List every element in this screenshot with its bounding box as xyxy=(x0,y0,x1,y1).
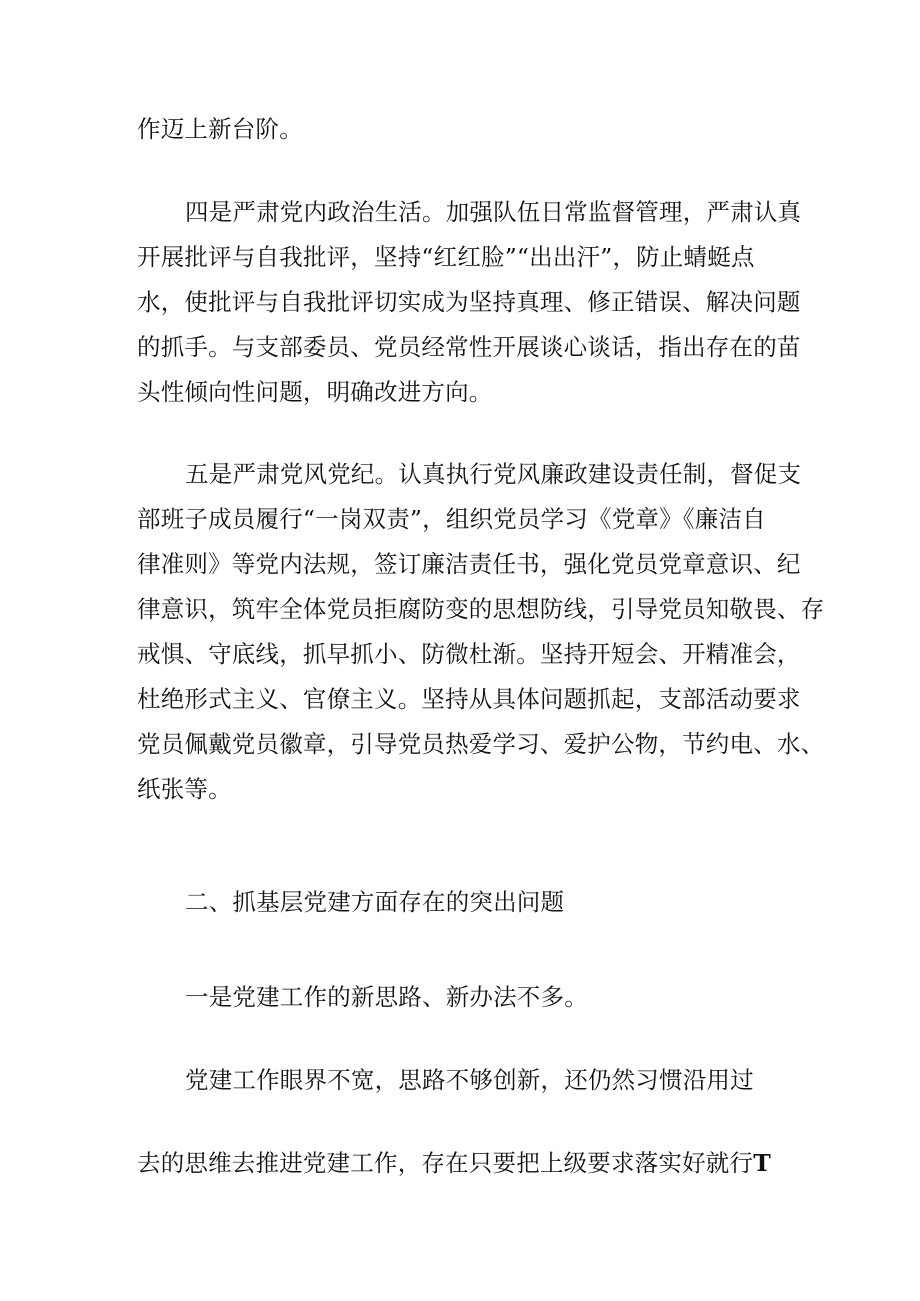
paragraph-line-text: 去的思维去推进党建工作，存在只要把上级要求落实好就行 xyxy=(137,1149,754,1177)
paragraph-line xyxy=(137,1147,771,1179)
section-heading: 二、抓基层党建方面存在的突出问题 xyxy=(185,888,565,916)
paragraph-line: 律准则》等党内法规，签订廉洁责任书，强化党员党章意识、纪 xyxy=(137,550,801,578)
issue-heading: 一是党建工作的新思路、新办法不多。 xyxy=(185,983,588,1011)
paragraph-line: 律意识，筑牢全体党员拒腐防变的思想防线，引导党员知敬畏、存 xyxy=(137,595,825,623)
paragraph-line: 党员佩戴党员徽章，引导党员热爱学习、爱护公物，节约电、水、 xyxy=(137,730,825,758)
paragraph-line: 四是严肃党内政治生活。加强队伍日常监督管理，严肃认真 xyxy=(185,198,802,226)
paragraph-line: 纸张等。 xyxy=(137,775,232,803)
truncated-glyph: T xyxy=(753,1149,771,1177)
paragraph-line: 的抓手。与支部委员、党员经常性开展谈心谈话，指出存在的苗 xyxy=(137,333,801,361)
paragraph-line: 部班子成员履行“一岗双责”，组织党员学习《党章》《廉洁自 xyxy=(137,505,766,533)
paragraph-line: 头性倾向性问题，明确改进方向。 xyxy=(137,378,493,406)
paragraph-line: 党建工作眼界不宽，思路不够创新，还仍然习惯沿用过 xyxy=(185,1066,754,1094)
paragraph-line: 作迈上新台阶。 xyxy=(137,115,303,143)
paragraph-line: 杜绝形式主义、官僚主义。坚持从具体问题抓起，支部活动要求 xyxy=(137,685,801,713)
paragraph-line: 戒惧、守底线，抓早抓小、防微杜渐。坚持开短会、开精准会， xyxy=(137,640,801,668)
paragraph-line: 开展批评与自我批评，坚持“红红脸”“出出汗”，防止蜻蜓点 xyxy=(137,243,755,271)
paragraph-line: 水，使批评与自我批评切实成为坚持真理、修正错误、解决问题 xyxy=(137,288,801,316)
paragraph-line: 五是严肃党风党纪。认真执行党风廉政建设责任制，督促支 xyxy=(185,460,802,488)
